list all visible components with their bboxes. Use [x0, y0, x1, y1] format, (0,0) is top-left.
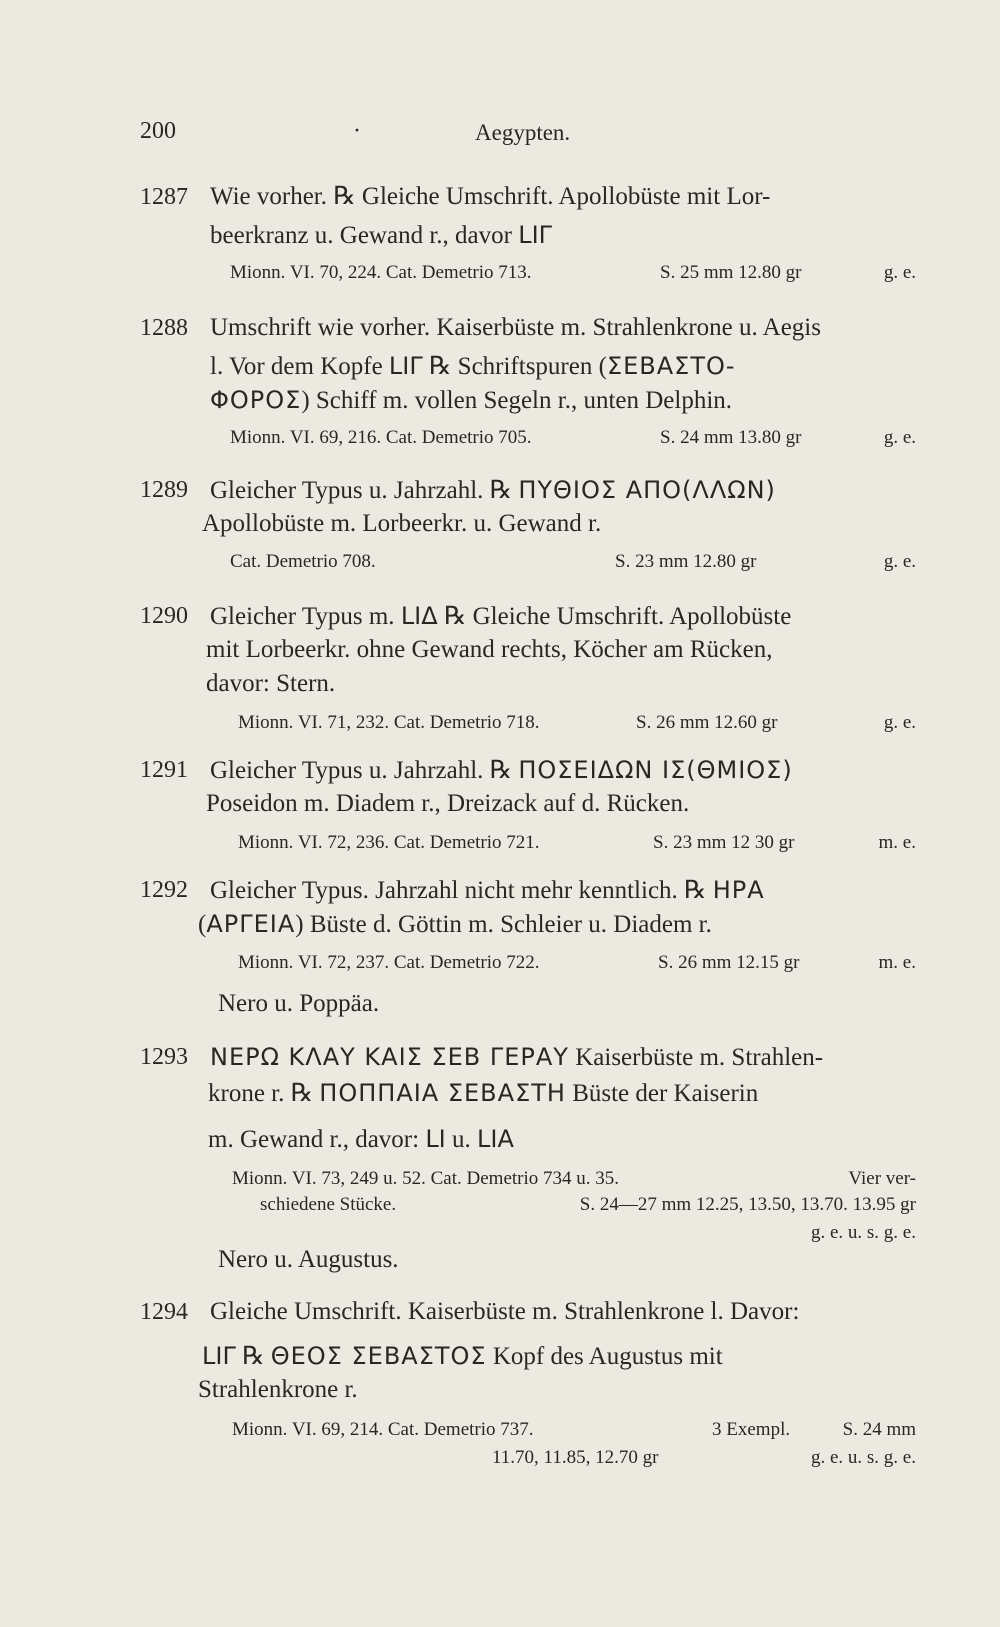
- entry-text-line: LΙΓ ℞ ΘΕΟΣ ΣΕΒΑΣΤΟΣ Kopf des Augustus mit: [202, 1342, 723, 1370]
- entry-text-line: Gleicher Typus. Jahrzahl nicht mehr kenntlich. ℞ ΗΡΑ: [210, 876, 765, 904]
- year-mark: LΙΓ: [518, 221, 553, 249]
- running-title: Aegypten.: [475, 120, 571, 145]
- section-subheading: Nero u. Augustus.: [218, 1246, 399, 1273]
- entry-text-line: Gleicher Typus u. Jahrzahl. ℞ ΠΟΣΕΙΔΩΝ ΙΣ(ΘΜΙΟΣ): [210, 756, 793, 784]
- entry-text-line: ΝΕΡΩ ΚΛΑΥ ΚΑΙΣ ΣΕΒ ΓΕΡΑΥ Kaiserbüste m. Strahlen-: [210, 1043, 824, 1071]
- entry-text-line: Gleicher Typus m. LΙΔ ℞ Gleiche Umschrift. Apollobüste: [210, 602, 792, 630]
- greek-legend: ΘΕΟΣ ΣΕΒΑΣΤΟΣ: [270, 1342, 487, 1370]
- entry-number: 1294: [140, 1299, 188, 1325]
- year-mark: LΙΔ: [400, 602, 438, 630]
- section-subheading: Nero u. Poppäa.: [218, 990, 380, 1017]
- reference-line: schiedene Stücke. S. 24—27 mm 12.25, 13.50, 13.70. 13.95 gr: [260, 1194, 916, 1215]
- entry-text-line: Gleicher Typus u. Jahrzahl. ℞ ΠΥΘΙΟΣ ΑΠΟ(ΛΛΩΝ): [210, 476, 776, 504]
- greek-legend: ΦΟΡΟΣ: [210, 386, 302, 414]
- header-dot: ·: [353, 118, 361, 144]
- reference-line: Mionn. VI. 69, 216. Cat. Demetrio 705. S. 24 mm 13.80 gr g. e.: [230, 427, 916, 448]
- entry-text-line: Apollobüste m. Lorbeerkr. u. Gewand r.: [202, 510, 602, 537]
- reference-line: Mionn. VI. 73, 249 u. 52. Cat. Demetrio 734 u. 35. Vier ver-: [232, 1168, 916, 1189]
- book-page: 200 · Aegypten. 1287 Wie vorher. ℞ Gleiche Umschrift. Apollobüste mit Lor- beerkranz u. Gewand r., davor LΙΓ Mionn. VI. 70, 224. Cat. Demetrio 713. S. 25 mm 12.80 gr g. e. 1288 Umschrift wie vorher. Kaiserbüste m. Strahlenkrone u. Aegis l. Vor dem Kopfe LΙΓ ℞ Schriftspuren (ΣΕΒΑΣΤΟ- ΦΟΡΟΣ) Schiff m. vollen Segeln r., unten Delphin. Mionn. VI. 69, 216. Cat. Demetrio 705. S. 24 mm 13.80 gr g. e. 1289 Gleicher Typus u. Jahrzahl. ℞ ΠΥΘΙΟΣ ΑΠΟ(ΛΛΩΝ) Apollobüste m. Lorbeerkr. u. Gewand r. Cat. Demetrio 708. S. 23 mm 12.80 gr g. e. 1290 Gleicher Typus m. LΙΔ ℞ Gleiche Umschrift. Apollobüste mit Lorbeerkr. ohne Gewand rechts, Köcher am Rücken, davor: Stern. Mionn. VI. 71, 232. Cat. Demetrio 718. S. 26 mm 12.60 gr g. e. 1291 Gleicher Typus u. Jahrzahl. ℞ ΠΟΣΕΙΔΩΝ ΙΣ(ΘΜΙΟΣ) Poseidon m. Diadem r., Dreizack auf d. Rücken. Mionn. VI. 72, 236. Cat. Demetrio 721. S. 23 mm 12 30 gr m. e. 1292 Gleicher Typus. Jahrzahl nicht mehr kenntlich. ℞ ΗΡΑ (ΑΡΓΕΙΑ) Büste d. Göttin m. Schleier u. Diadem r. Mionn. VI. 72, 237. Cat. Demetrio 722. S. 26 mm 12.15 gr m. e. Nero u. Poppäa. 1293 ΝΕΡΩ ΚΛΑΥ ΚΑΙΣ ΣΕΒ ΓΕΡΑΥ Kaiserbüste m. Strahlen- krone r. ℞ ΠΟΠΠΑΙΑ ΣΕΒΑΣΤΗ Büste der Kaiserin m. Gewand r., davor: LΙ u. LΙΑ Mionn. VI. 73, 249 u. 52. Cat. Demetrio 734 u. 35. Vier ver- schiedene Stücke. S. 24—27 mm 12.25, 13.50, 13.70. 13.95 gr g. e. u. s. g. e. Nero u. Augustus. 1294 Gleiche Umschrift. Kaiserbüste m. Strahlenkrone l. Davor: LΙΓ ℞ ΘΕΟΣ ΣΕΒΑΣΤΟΣ Kopf des Augustus mit Strahlenkrone r. Mionn. VI. 69, 214. Cat. Demetrio 737. 3 Exempl. S. 24 mm 11.70, 11.85, 12.70 gr g. e. u. s. g. e.: [0, 0, 1000, 1627]
- greek-legend: ΣΕΒΑΣΤΟ-: [606, 352, 736, 380]
- page-header: [140, 118, 920, 154]
- entry-text-line: beerkranz u. Gewand r., davor LΙΓ: [210, 221, 553, 249]
- reference-line: Mionn. VI. 71, 232. Cat. Demetrio 718. S. 26 mm 12.60 gr g. e.: [238, 712, 916, 733]
- reference-line: Mionn. VI. 72, 236. Cat. Demetrio 721. S. 23 mm 12 30 gr m. e.: [238, 832, 916, 853]
- greek-legend: ΠΟΠΠΑΙΑ ΣΕΒΑΣΤΗ: [319, 1079, 566, 1107]
- entry-text-line: (ΑΡΓΕΙΑ) Büste d. Göttin m. Schleier u. Diadem r.: [198, 910, 712, 938]
- greek-legend: ΑΡΓΕΙΑ: [206, 910, 296, 938]
- year-mark: LΙΑ: [477, 1125, 514, 1153]
- entry-text-line: davor: Stern.: [206, 670, 336, 697]
- greek-legend: ΗΡΑ: [712, 876, 765, 904]
- reference-line: Mionn. VI. 69, 214. Cat. Demetrio 737. 3 Exempl. S. 24 mm: [232, 1419, 916, 1440]
- page-number: 200: [140, 118, 176, 144]
- entry-text-line: krone r. ℞ ΠΟΠΠΑΙΑ ΣΕΒΑΣΤΗ Büste der Kaiserin: [208, 1079, 759, 1107]
- reference-line: Mionn. VI. 72, 237. Cat. Demetrio 722. S. 26 mm 12.15 gr m. e.: [238, 952, 916, 973]
- entry-number: 1287: [140, 184, 188, 210]
- entry-text-line: m. Gewand r., davor: LΙ u. LΙΑ: [208, 1125, 514, 1153]
- entry-text-line: Poseidon m. Diadem r., Dreizack auf d. Rücken.: [206, 790, 690, 817]
- entry-number: 1292: [140, 877, 188, 903]
- entry-text-line: Wie vorher. ℞ Gleiche Umschrift. Apollobüste mit Lor-: [210, 183, 771, 210]
- entry-text-line: Umschrift wie vorher. Kaiserbüste m. Strahlenkrone u. Aegis: [210, 314, 821, 341]
- entry-text-line: Strahlenkrone r.: [198, 1376, 358, 1403]
- entry-text-line: l. Vor dem Kopfe LΙΓ ℞ Schriftspuren (ΣΕΒΑΣΤΟ-: [210, 352, 736, 380]
- entry-number: 1291: [140, 757, 188, 783]
- greek-legend: ΠΥΘΙΟΣ ΑΠΟ(ΛΛΩΝ): [518, 476, 776, 504]
- year-mark: LΙ: [425, 1125, 446, 1153]
- reference-line: Mionn. VI. 70, 224. Cat. Demetrio 713. S. 25 mm 12.80 gr g. e.: [230, 262, 916, 283]
- greek-legend: ΠΟΣΕΙΔΩΝ ΙΣ(ΘΜΙΟΣ): [518, 756, 793, 784]
- entry-number: 1288: [140, 315, 188, 341]
- entry-number: 1290: [140, 603, 188, 629]
- greek-legend: ΝΕΡΩ ΚΛΑΥ ΚΑΙΣ ΣΕΒ ΓΕΡΑΥ: [210, 1043, 569, 1071]
- year-mark: LΙΓ: [388, 352, 423, 380]
- entry-text-line: ΦΟΡΟΣ) Schiff m. vollen Segeln r., unten Delphin.: [210, 386, 733, 414]
- entry-text-line: mit Lorbeerkr. ohne Gewand rechts, Köcher am Rücken,: [206, 636, 773, 663]
- entry-text-line: Gleiche Umschrift. Kaiserbüste m. Strahlenkrone l. Davor:: [210, 1298, 800, 1325]
- year-mark: LΙΓ: [202, 1342, 236, 1370]
- entry-number: 1289: [140, 477, 188, 503]
- reference-line: Cat. Demetrio 708. S. 23 mm 12.80 gr g. e.: [230, 551, 916, 572]
- entry-number: 1293: [140, 1044, 188, 1070]
